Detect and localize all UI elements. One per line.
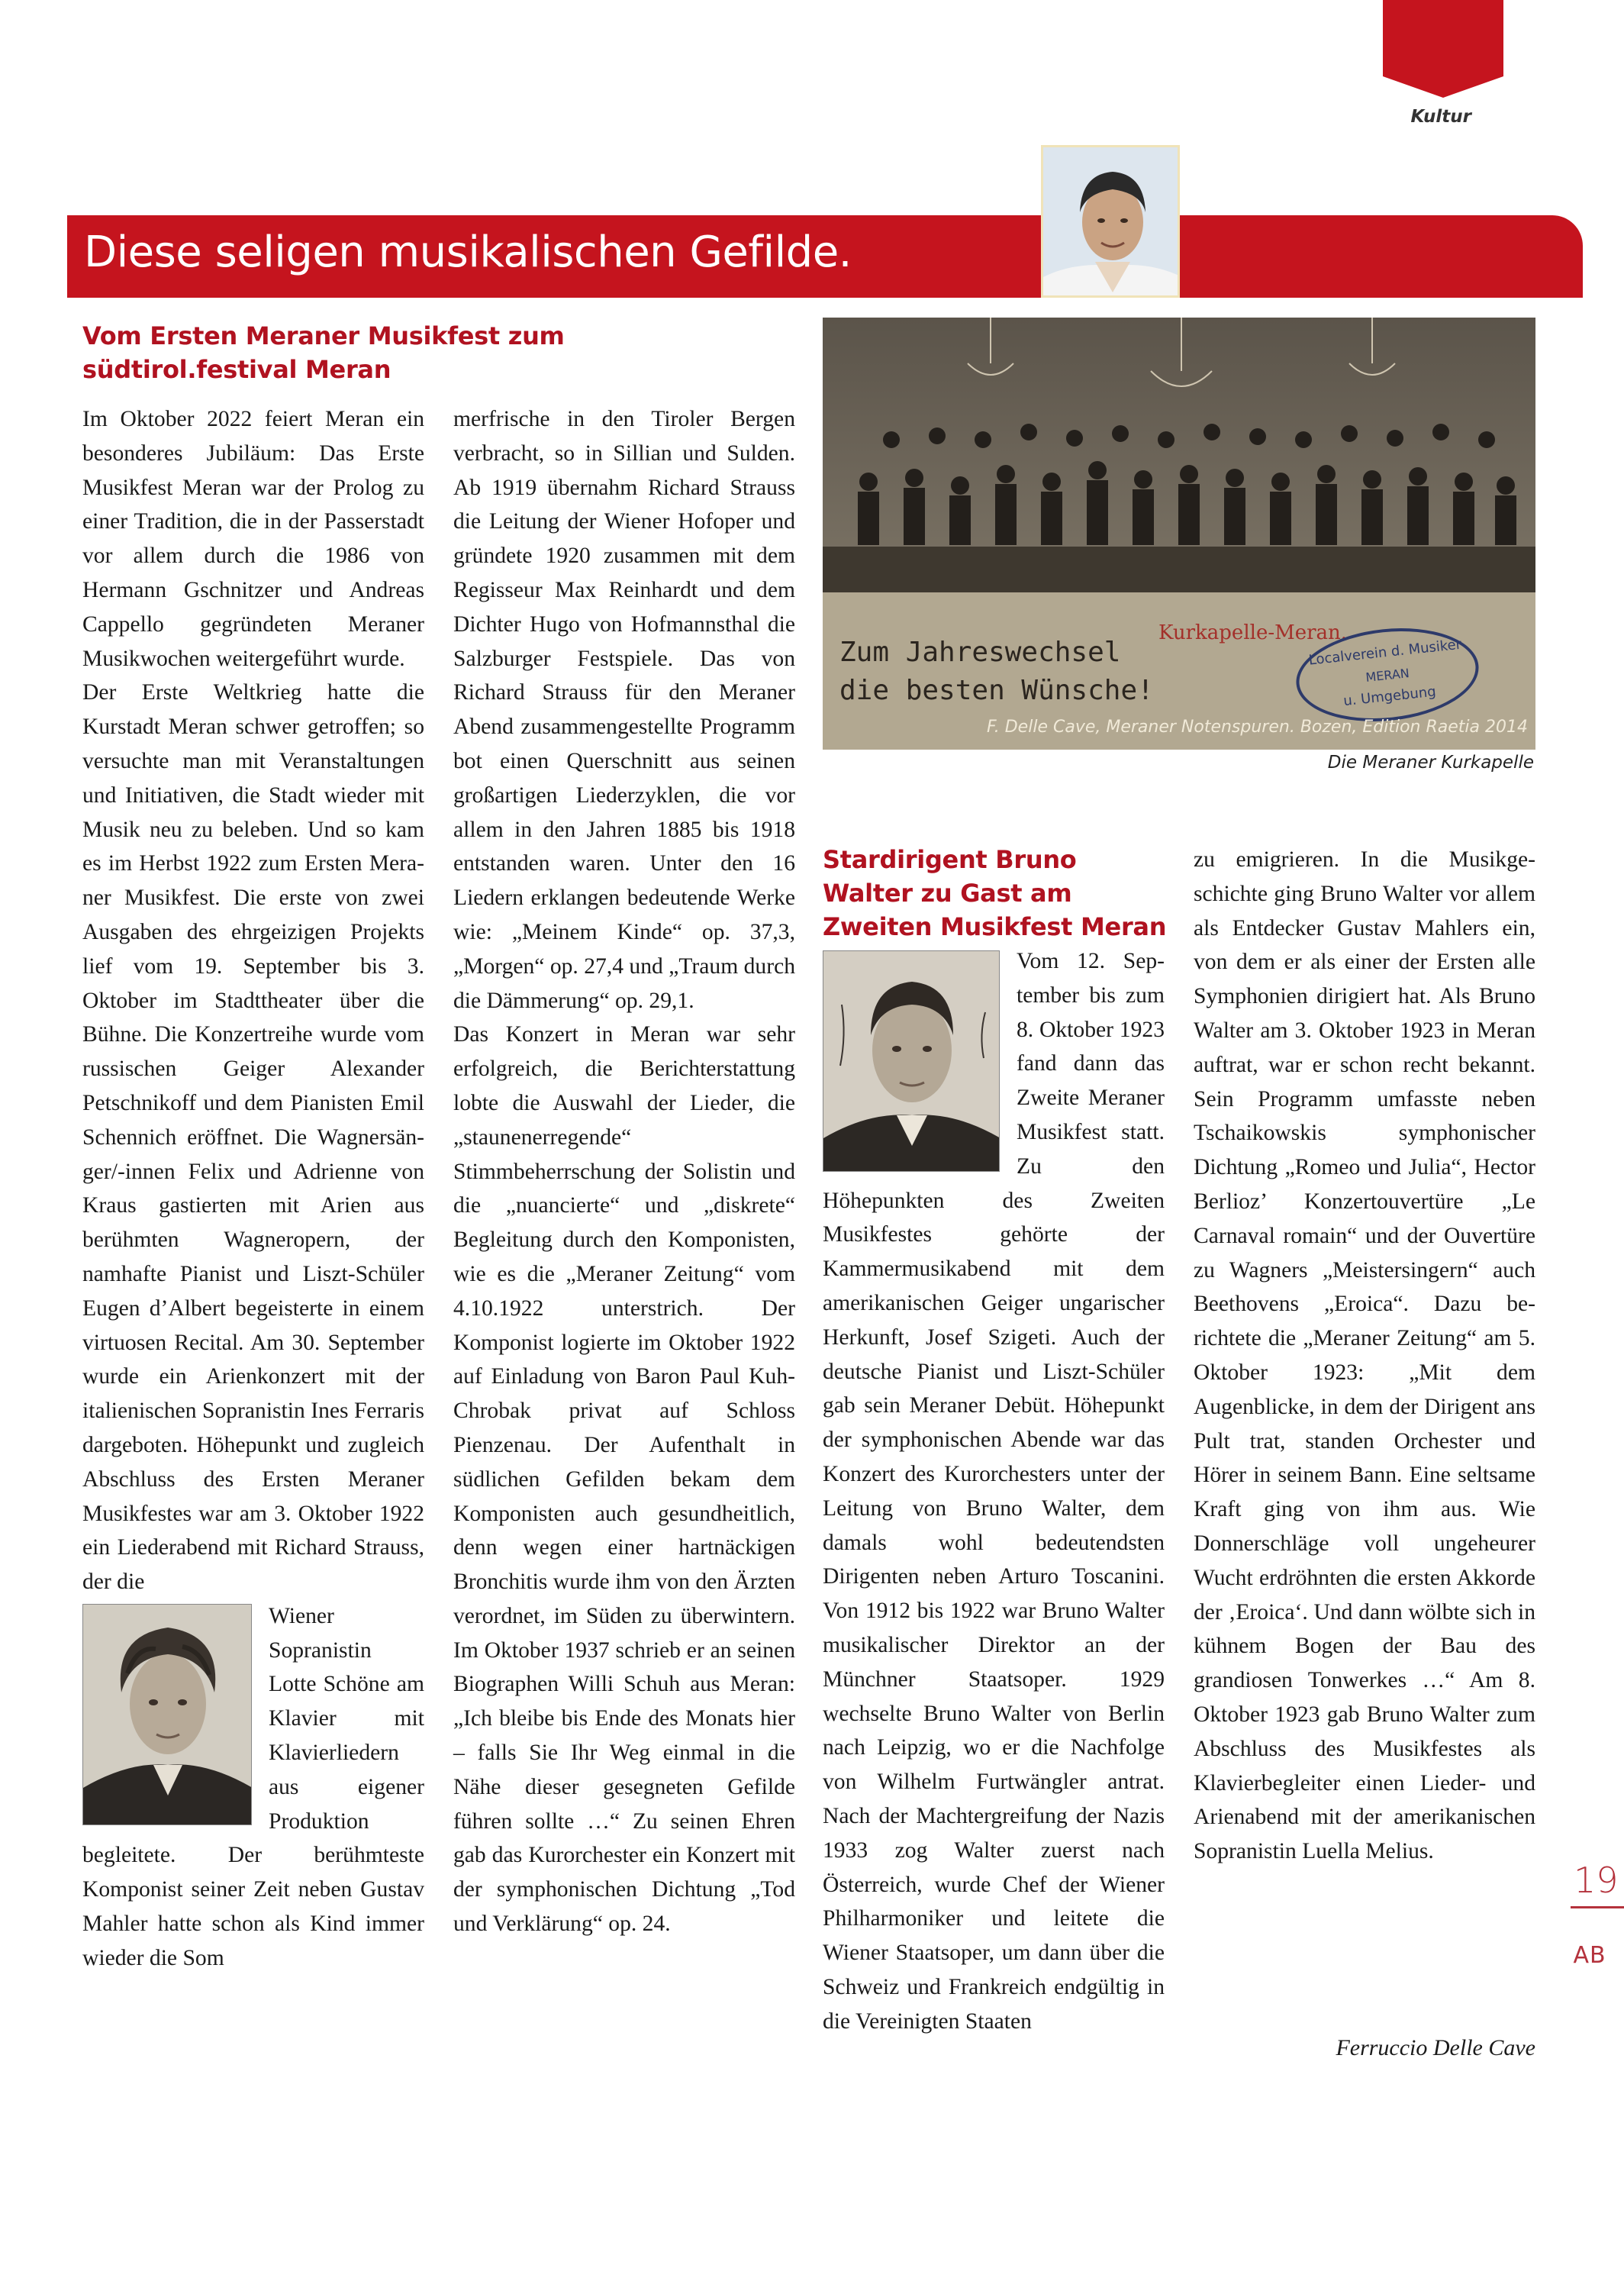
stamp-bottom-text: u. Umgebung xyxy=(1342,683,1437,710)
author-portrait-photo xyxy=(1041,145,1180,298)
paragraph: Im Oktober 2022 feiert Meran ein besonderes Jubiläum: Das Erste Musikfest Meran war der Prolog zu einer Tradition, die in der Passerstadt vor allem durch die 1986 von Hermann Gschnitzer und Andreas Cappello gegründeten Meraner Musikwochen weitergeführt wurde. xyxy=(82,407,424,671)
paragraph: merfrische in den Tiroler Bergen verbracht, so in Sillian und Sulden. Ab 1919 übernahm Richard Strauss die Leitung der Wiener Hofoper und gründete 1920 zusammen mit dem Regisseur Max Reinhardt und dem Dichter Hugo von Hofmannsthal die Salzburger Festspiele. Das von Richard Strauss für den Meraner Abend zusammengestellte Programm bot einen Querschnitt aus seinen großartigen Liederzyklen, die vor allem in den Jahren 1885 bis 1918 entstanden waren. Unter den 16 Liedern erklangen bedeutende Werke wie: „Meinem Kinde“ op. 37,3, „Morgen“ op. 27,4 und „Traum durch die Dämmerung“ op. 29,1. xyxy=(453,407,795,1013)
stamp-middle-text: MERAN xyxy=(1365,666,1410,685)
title-banner xyxy=(67,215,1583,298)
section-corner-tab xyxy=(1383,0,1503,98)
paragraph: Vom 12. September bis zum 8. Oktober 1923 fand dann das Zweite Meraner Musikfest statt. Zu den Höhepunkten des Zweiten Musikfestes gehörte der Kammermusikabend mit dem amerikanischen Geiger ungarischer Herkunft, Josef Szigeti. Auch der deutsche Pianist und Liszt-Schüler gab sein Meraner Debüt. Höhepunkt der symphonischen Abende war das Konzert des Kurorchesters unter der Leitung von Bruno Walter, dem damals wohl bedeutendsten Dirigenten neben Arturo Toscanini. Von 1912 bis 1922 war Bruno Walter musikalischer Direktor an der Münchner Staatsoper. 1929 wechselte Bruno Walter von Berlin nach Leipzig, wo er die Nachfolge von Wilhelm Furtwängler antrat. Nach der Machtergreifung der Nazis 1933 zog Walter zuerst nach Österreich, wurde Chef der Wiener Philharmoniker und leitete die Wiener Staatsoper, um dann über die Schweiz und Frankreich endgültig in die Vereinigten Staaten xyxy=(823,949,1165,2034)
kurkapelle-orchestra-photo xyxy=(823,318,1535,750)
richard-strauss-photo xyxy=(82,1604,252,1825)
article-subhead-musikfest: Vom Ersten Meraner Musikfest zum südtirol.festival Meran xyxy=(82,321,565,384)
article-subhead-bruno-walter: Stardirigent Bruno Walter zu Gast am Zweiten Musikfest Meran xyxy=(823,845,1167,941)
postcard-greeting-line-2: die besten Wünsche! xyxy=(839,675,1154,706)
page-divider xyxy=(1571,1906,1624,1908)
page-title: Diese seligen musikalischen Gefilde. xyxy=(84,227,852,277)
section-label: Kultur xyxy=(1410,107,1471,127)
postcard-greeting xyxy=(839,634,1154,710)
magazine-logo: AB xyxy=(1573,1942,1606,1969)
paragraph: zu emigrieren. In die Musikgeschichte ging Bruno Walter vor allem als Entdecker Gustav Mahlers ein, von dem er als einer der Ersten alle Symphonien dirigiert hat. Als Bruno Walter am 3. Oktober 1923 in Meran auftrat, war er schon recht bekannt. Sein Programm umfasste neben Tschaikowskis symphonischer Dichtung „Romeo und Julia“, Hector Berlioz’ Konzertouvertüre „Le Carnaval romain“ und der Ouvertüre zu Wagners „Meistersingern“ auch Beethovens „Eroica“. Dazu berichtete die „Meraner Zeitung“ am 5. Oktober 1923: „Mit dem Augenblicke, in dem der Dirigent ans Pult trat, standen Orchester und Hörer in seinem Bann. Eine seltsame Kraft ging von ihm aus. Wie Donnerschläge voll ungeheurer Wucht erdröhnten die ersten Akkorde der ‚Eroica‘. Und dann wölbte sich in kühnem Bogen der Bau des grandiosen Tonwerkes …“ Am 8. Oktober 1923 gab Bruno Walter zum Abschluss des Musikfestes als Klavierbegleiter einen Lieder- und Arienabend mit der amerikanischen Sopranistin Luella Melius. xyxy=(1194,847,1535,1864)
article-column-2 xyxy=(453,402,795,1941)
page-number: 19 xyxy=(1574,1860,1619,1901)
article-column-4 xyxy=(1194,843,1535,1869)
paragraph: Das Konzert in Meran war sehr erfolgreich, die Berichterstattung lobte die Auswahl der Lieder, die „staunenerregende“ Stimmbeherrschung der Solistin und die „nuancierte“ und „diskrete“ Begleitung durch den Komponisten, wie es die „Meraner Zeitung“ vom 4.10.1922 unterstrich. Der Komponist logierte im Oktober 1922 auf Einladung von Baron Paul Kuh-Chrobak privat auf Schloss Pienzenau. Der Aufenthalt in südlichen Gefilden bekam dem Komponisten auch gesundheitlich, denn wegen einer hartnäckigen Bronchitis wurde ihm von den Ärzten verordnet, im Süden zu überwintern. Im Oktober 1937 schrieb er an seinen Biographen Willi Schuh aus Meran: „Ich bleibe bis Ende des Monats hier – falls Sie Ihr Weg einmal in die Nähe dieser gesegneten Gefilde führen sollte …“ Zu seinen Ehren gab das Kurorchester ein Konzert mit der symphonischen Dichtung „Tod und Verklärung“ op. 24. xyxy=(453,1022,795,1937)
paragraph: Wiener Sopranistin Lotte Schöne am Klavier mit Klavierliedern aus eigener Produktion begleitete. Der berühmteste Komponist seiner Zeit neben Gustav Mahler hatte schon als Kind immer wieder die Som xyxy=(82,1603,424,1970)
article-column-1 xyxy=(82,402,424,1976)
postcard-title: Kurkapelle-Meran. xyxy=(1158,621,1348,644)
author-byline: Ferruccio Delle Cave xyxy=(1336,2035,1535,2060)
paragraph: Der Erste Weltkrieg hatte die Kurstadt Meran schwer getroffen; so versuchte man mit Veranstaltungen und Initiativen, die Stadt wieder mit Musik neu zu beleben. Und so kam es im Herbst 1922 zum Ersten Meraner Musikfest. Die erste von zwei Ausgaben des ehrgeizigen Projekts lief vom 19. September bis 3. Oktober im Stadttheater über die Bühne. Die Konzertreihe wurde vom russischen Geiger Alexander Petschnikoff und dem Pianisten Emil Schennich eröffnet. Die Wagnersänger/-innen Felix und Adrienne von Kraus gastierten mit Arien aus berühmten Wagneropern, der namhafte Pianist und Liszt-Schüler Eugen d’Albert begeisterte in einem virtuosen Recital. Am 30. September wurde ein Arienkonzert mit der italienischen Sopranistin Ines Ferraris dargeboten. Höhepunkt und zugleich Abschluss des Ersten Meraner Musikfestes war am 3. Oktober 1922 ein Liederabend mit Richard Strauss, der die xyxy=(82,680,424,1595)
bruno-walter-photo xyxy=(823,950,1000,1172)
photo-caption: Die Meraner Kurkapelle xyxy=(1327,753,1534,773)
article-column-3 xyxy=(823,944,1165,2039)
postcard-greeting-line-1: Zum Jahreswechsel xyxy=(839,637,1121,668)
stamp-top-text: Localverein d. Musiker xyxy=(1307,636,1462,669)
photo-credit: F. Delle Cave, Meraner Notenspuren. Bozen, Edition Raetia 2014 xyxy=(986,718,1528,737)
